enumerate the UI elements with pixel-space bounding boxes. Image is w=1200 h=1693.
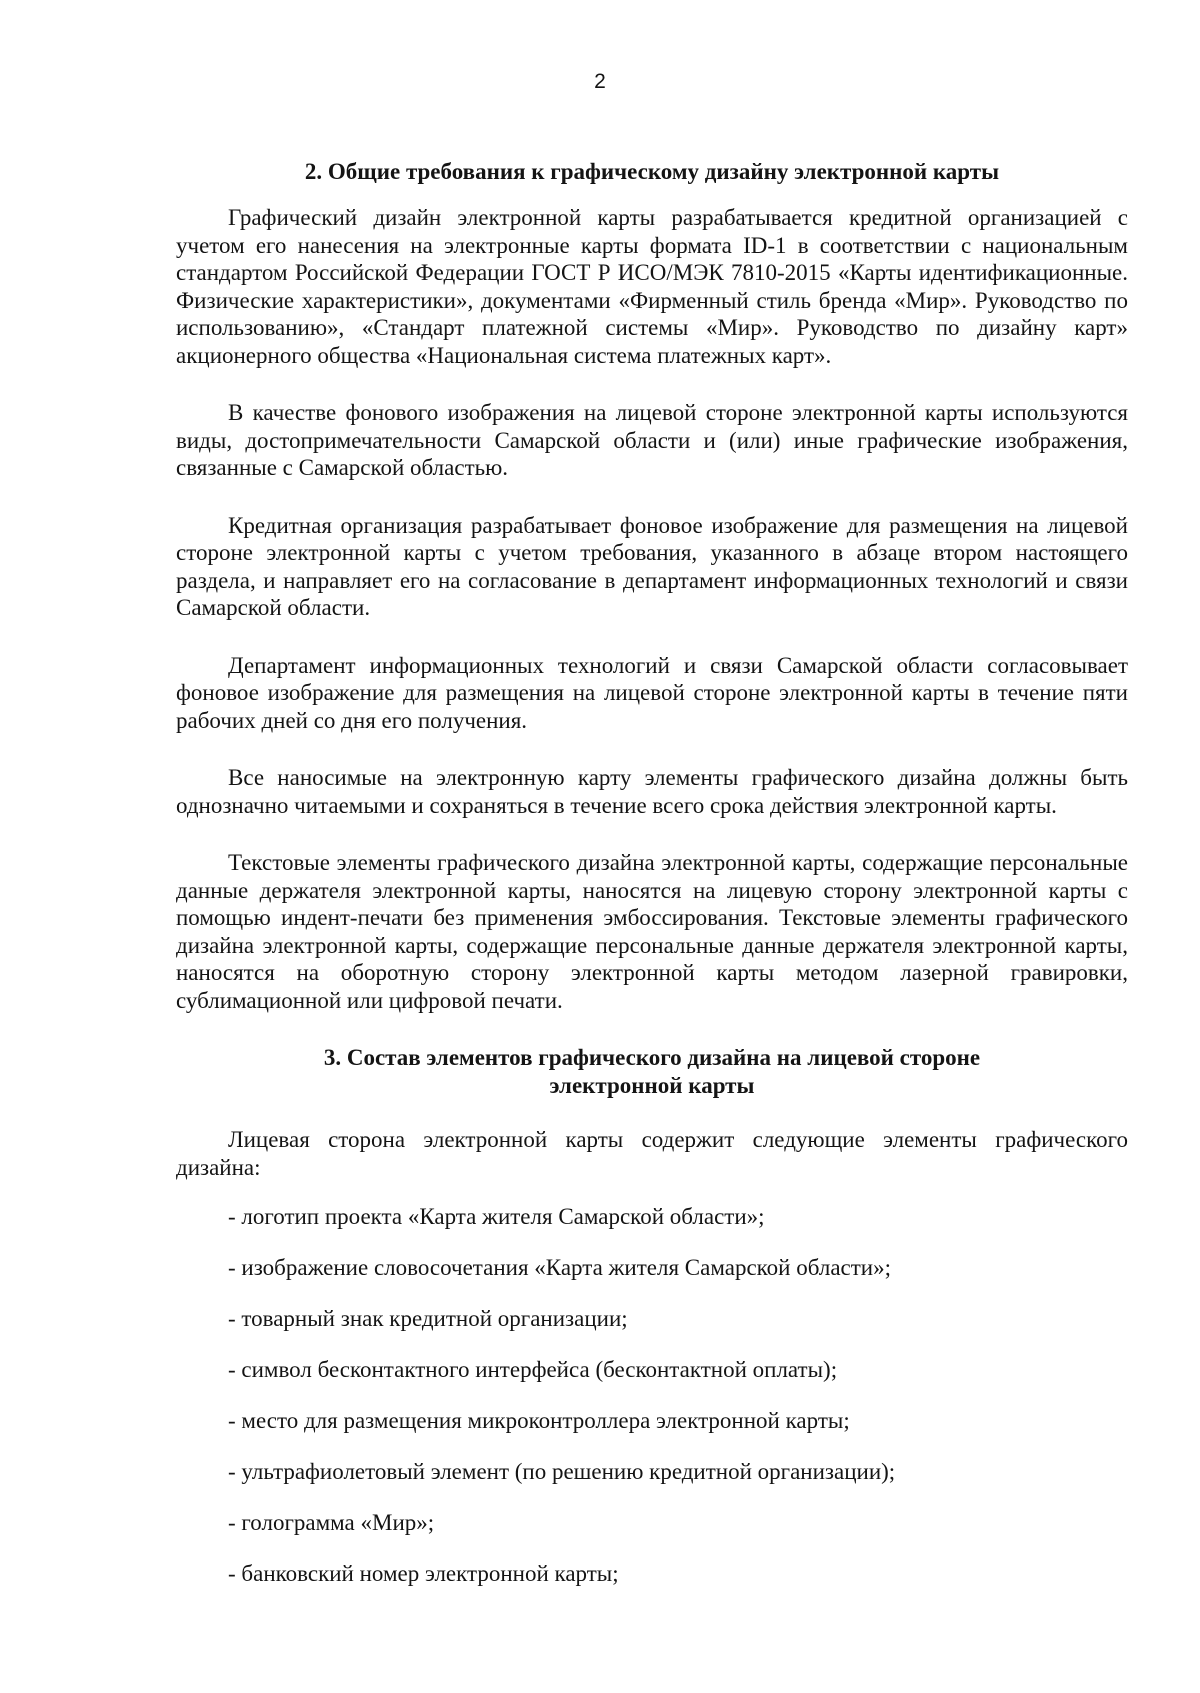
section-3-heading-line-1: 3. Состав элементов графического дизайна на лицевой стороне	[323, 1045, 981, 1070]
list-item: - банковский номер электронной карты;	[228, 1561, 619, 1586]
section-2-paragraph-5: Все наносимые на электронную карту элементы графического дизайна должны быть однозначно читаемыми и сохраняться в течение всего срока действия электронной карты.	[176, 765, 1128, 818]
list-item: - товарный знак кредитной организации;	[228, 1306, 628, 1331]
design-elements-list	[176, 1203, 1128, 1588]
section-2-paragraph-1: Графический дизайн электронной карты разрабатывается кредитной организацией с учетом его нанесения на электронные карты формата ID-1 в соответствии с национальным стандартом Российской Федерации ГОСТ Р ИСО/МЭК 7810-2015 «Карты идентификационные. Физические характеристики», документами «Фирменный стиль бренда «Мир». Руководство по использованию», «Стандарт платежной системы «Мир». Руководство по дизайну карт» акционерного общества «Национальная система платежных карт».	[176, 205, 1128, 368]
list-item: - логотип проекта «Карта жителя Самарской области»;	[228, 1204, 765, 1229]
section-3-heading	[176, 1044, 1128, 1100]
section-2-paragraph-2: В качестве фонового изображения на лицевой стороне электронной карты используются виды, достопримечательности Самарской области и (или) иные графические изображения, связанные с Самарской областью.	[176, 400, 1128, 480]
section-3-intro: Лицевая сторона электронной карты содержит следующие элементы графического дизайна:	[176, 1127, 1128, 1180]
list-item: - ультрафиолетовый элемент (по решению кредитной организации);	[228, 1459, 896, 1484]
section-3-heading-line-2: электронной карты	[549, 1073, 755, 1098]
list-item: - место для размещения микроконтроллера электронной карты;	[228, 1408, 850, 1433]
list-item: - символ бесконтактного интерфейса (бесконтактной оплаты);	[228, 1357, 838, 1382]
list-item: - изображение словосочетания «Карта жителя Самарской области»;	[228, 1255, 891, 1280]
page-number: 2	[594, 70, 606, 93]
section-2-heading: 2. Общие требования к графическому дизайну электронной карты	[304, 159, 1000, 184]
section-2-paragraph-4: Департамент информационных технологий и связи Самарской области согласовывает фоновое изображение для размещения на лицевой стороне электронной карты в течение пяти рабочих дней со дня его получения.	[176, 652, 1128, 733]
document-body	[176, 158, 1128, 1611]
section-2-paragraph-6: Текстовые элементы графического дизайна электронной карты, содержащие персональные данные держателя электронной карты, наносятся на лицевую сторону электронной карты с помощью индент-печати без применения эмбоссирования. Текстовые элементы графического дизайна электронной карты, содержащие персональные данные держателя электронной карты, наносятся на оборотную сторону электронной карты методом лазерной гравировки, сублимационной или цифровой печати.	[176, 850, 1128, 1013]
list-item: - голограмма «Мир»;	[228, 1510, 435, 1535]
section-2-paragraph-3: Кредитная организация разрабатывает фоновое изображение для размещения на лицевой стороне электронной карты с учетом требования, указанного в абзаце втором настоящего раздела, и направляет его на согласование в департамент информационных технологий и связи Самарской области.	[176, 512, 1128, 620]
